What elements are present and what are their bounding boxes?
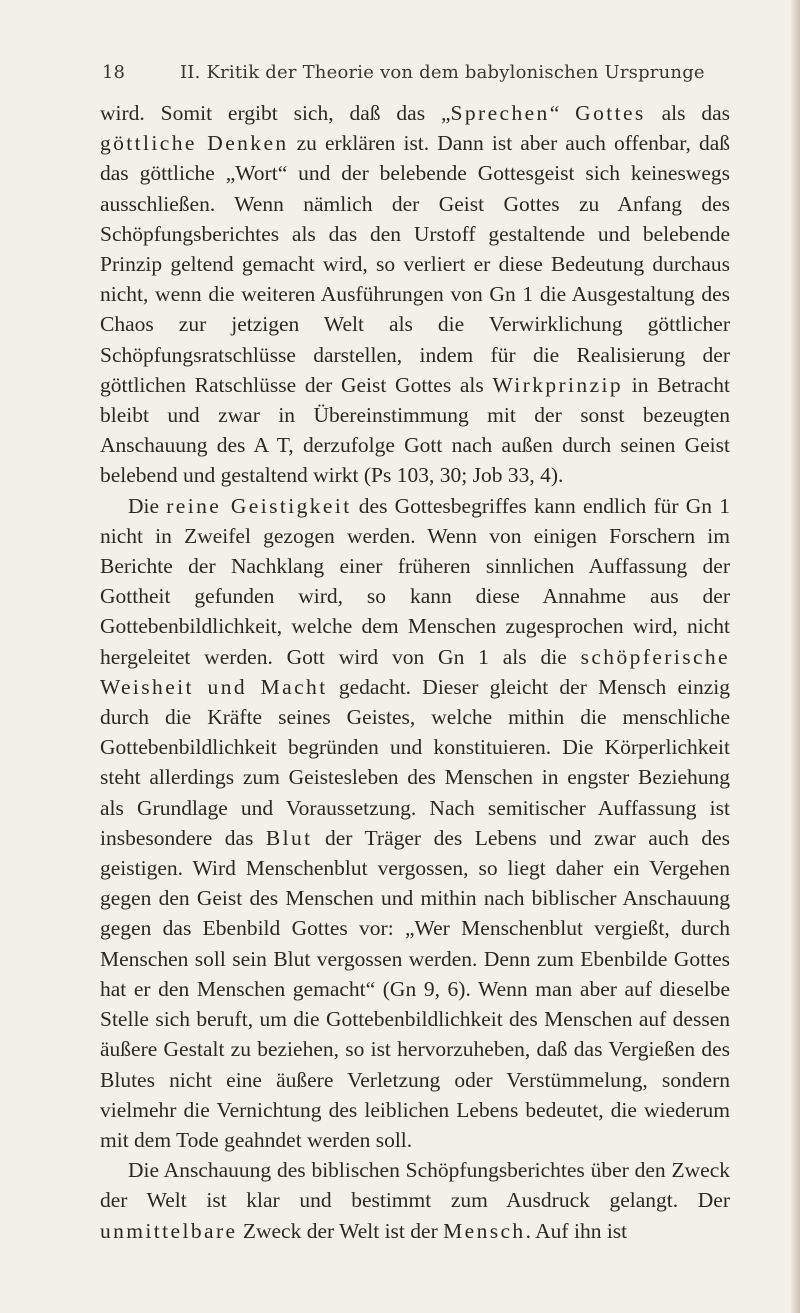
text-segment: Die Anschauung des biblischen Schöpfungsberichtes über den Zweck der Welt ist klar und bestimmt zum Ausdruck gelangt. Der [100, 1158, 730, 1213]
text-segment: wird. Somit ergibt sich, daß das „ [100, 101, 451, 125]
text-segment: zu erklären ist. Dann ist aber auch offenbar, daß das göttliche „Wort“ und der belebende Gottesgeist sich keineswegs ausschließen. Wenn nämlich der Geist Gottes zu Anfang des Schöpfungsberichtes als das den Urstoff gestaltende und belebende Prinzip geltend gemacht wird, so verliert er diese Bedeutung durchaus nicht, wenn die weiteren Ausführungen von Gn 1 die Ausgestaltung des Chaos zur jetzigen Welt als die Verwirklichung göttlicher Schöpfungsratschlüsse darstellen, indem für die Realisierung der göttlichen Ratschlüsse der Geist Gottes als [100, 131, 730, 397]
text-segment: . Auf ihn ist [525, 1218, 628, 1243]
spaced-emphasis-text: schöpferische Weisheit und Macht [100, 644, 730, 699]
running-header [102, 62, 722, 92]
spaced-emphasis-text: Sprechen [450, 101, 550, 125]
spaced-emphasis-text: Mensch [443, 1218, 526, 1243]
running-title: II. Kritik der Theorie von dem babylonischen Ursprunge [180, 62, 705, 83]
text-segment: Zweck der Welt ist der [237, 1218, 444, 1243]
paragraph [100, 491, 730, 1155]
text-segment: in Betracht bleibt und zwar in Übereinstimmung mit der sonst bezeugten Anschauung des A T, derzufolge Gott nach außen durch seinen Geist belebend und gestaltend wirkt (Ps 103, 30; Job 33, 4). [100, 372, 730, 488]
spaced-emphasis-text: unmittelbare [100, 1218, 238, 1243]
paragraph [100, 1155, 730, 1246]
text-segment: der Träger des Lebens und zwar auch des geistigen. Wird Menschenblut vergossen, so liegt daher ein Vergehen gegen den Geist des Menschen und mithin nach biblischer Anschauung gegen das Ebenbild Gottes vor: „Wer Menschenblut vergießt, durch Menschen soll sein Blut vergossen werden. Denn zum Ebenbilde Gottes hat er den Menschen gemacht“ (Gn 9, 6). Wenn man aber auf dieselbe Stelle sich beruft, um die Gottebenbildlichkeit des Menschen auf dessen äußere Gestalt zu beziehen, so ist hervorzuheben, daß das Vergießen des Blutes nicht eine äußere Verletzung oder Verstümmelung, sondern vielmehr die Vernichtung des leiblichen Lebens bedeutet, die wiederum mit dem Tode geahndet werden soll. [100, 825, 730, 1152]
paragraph [100, 98, 730, 491]
spaced-emphasis-text: Blut [265, 825, 313, 850]
text-segment: als das [645, 101, 731, 125]
spaced-emphasis-text: göttliche Denken [100, 131, 289, 156]
page-number: 18 [102, 62, 125, 83]
spaced-emphasis-text: Wirkprinzip [492, 372, 624, 397]
text-segment: “ [549, 101, 576, 125]
text-segment: Die [128, 493, 167, 518]
page-edge-shadow [790, 0, 800, 1313]
spaced-emphasis-text: Gottes [575, 101, 646, 125]
body-text [100, 98, 730, 1246]
text-segment: des Gottesbegriffes kann endlich für Gn 1 nicht in Zweifel gezogen werden. Wenn von einigen Forschern im Berichte der Nachklang einer früheren sinnlichen Auffassung der Gottheit gefunden wird, so kann diese Annahme aus der Gottebenbildlichkeit, welche dem Menschen zugesprochen wird, nicht hergeleitet werden. Gott wird von Gn 1 als die [100, 493, 730, 669]
spaced-emphasis-text: reine Geistigkeit [166, 493, 352, 518]
text-segment: gedacht. Dieser gleicht der Mensch einzig durch die Kräfte seines Geistes, welche mithin die menschliche Gottebenbildlichkeit begründen und konstituieren. Die Körperlichkeit steht allerdings zum Geistesleben des Menschen in engster Beziehung als Grundlage und Voraussetzung. Nach semitischer Auffassung ist insbesondere das [100, 674, 730, 850]
